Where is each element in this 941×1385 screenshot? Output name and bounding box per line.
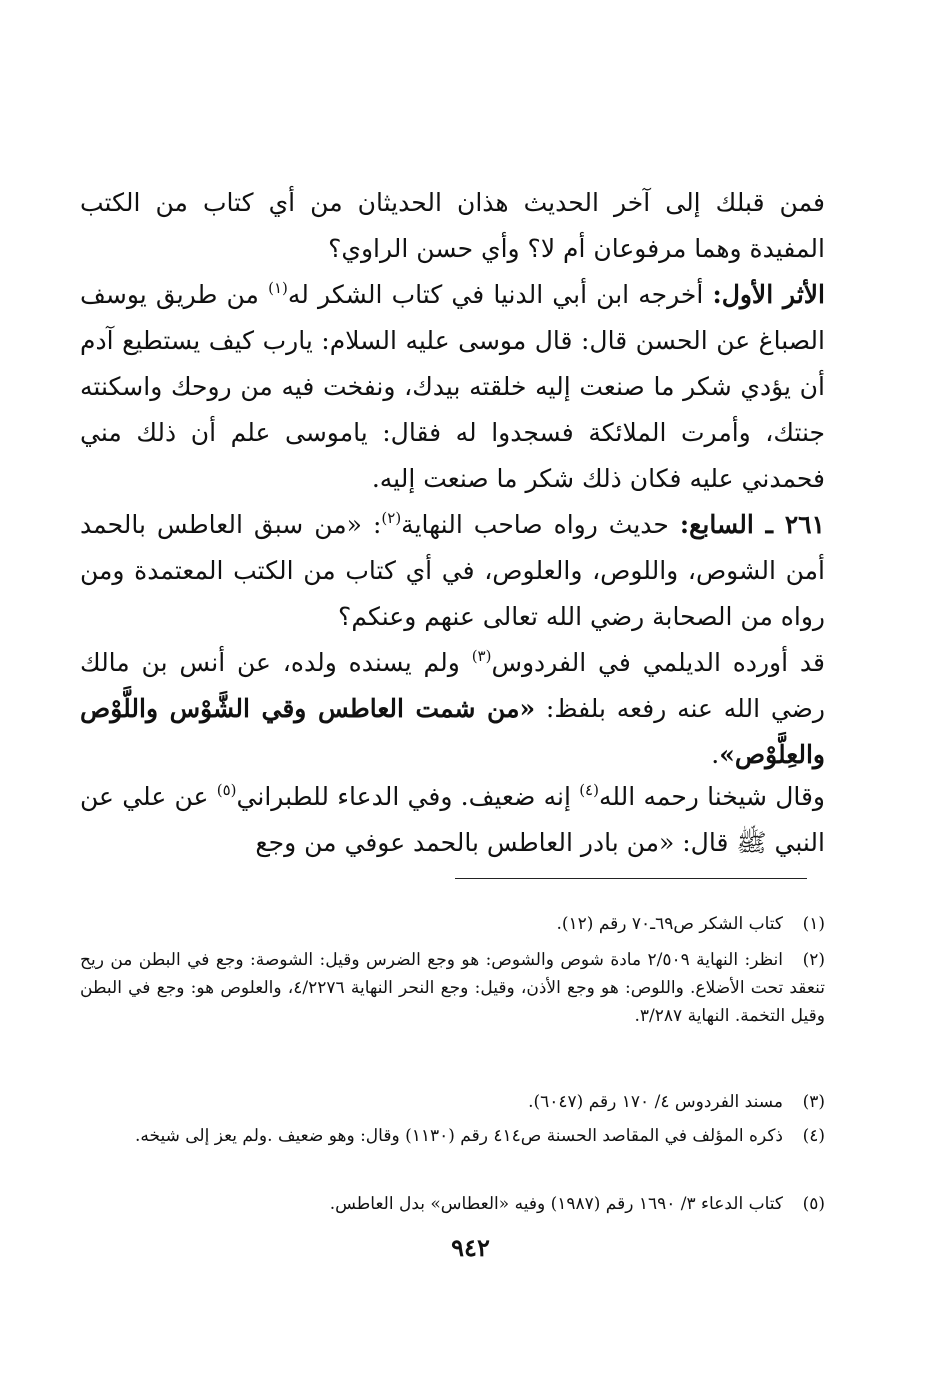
paragraph-text: : «من سبق العاطس بالحمد أمن الشوص، واللوص، والعلوص، في أي كتاب من الكتب المعتمدة ومن رواه من الصحابة رضي الله تعالى عنهم وعنكم؟ [80, 510, 825, 631]
footnote-text: كتاب الشكر ص٦٩ـ٧٠ رقم (١٢). [556, 914, 783, 934]
footnote-text: ذكره المؤلف في المقاصد الحسنة ص٤١٤ رقم (١١٣٠) وقال: وهو ضعيف .ولم يعز إلى شيخه. [134, 1126, 783, 1146]
paragraph-heading: ٢٦١ ـ السابع: [679, 510, 825, 539]
footnote-number: (٥) [802, 1194, 825, 1214]
footnote-ref-4[interactable]: (٤) [579, 781, 599, 799]
page-number: ٩٤٢ [451, 1233, 490, 1262]
paragraph-text: ولم يسنده ولده، عن أنس بن مالك رضي الله عنه رفعه بلفظ: [80, 648, 825, 723]
footnote-text: مسند الفردوس ٤/ ١٧٠ رقم (٦٠٤٧). [528, 1092, 783, 1112]
paragraph-text: وقال شيخنا رحمه الله [598, 782, 826, 811]
paragraph-text: حديث رواه صاحب النهاية [401, 510, 680, 539]
hadith-quote: «من شمت العاطس وقي الشَّوْس واللَّوْص والعِلَّوْص» [80, 694, 825, 769]
footnote-2 [80, 946, 825, 1030]
paragraph-text: . [711, 740, 720, 769]
paragraph-text: قد أورده الديلمي في الفردوس [491, 648, 825, 677]
footnote-ref-2[interactable]: (٢) [381, 509, 402, 527]
paragraph-daylami [80, 640, 825, 778]
paragraph-text: عن علي عن النبي ﷺ قال: «من بادر العاطس بالحمد عوفي من وجع [80, 782, 825, 857]
footnote-4 [80, 1122, 825, 1150]
paragraph-text: أخرجه ابن أبي الدنيا في كتاب الشكر له [287, 280, 713, 309]
footnote-ref-5[interactable]: (٥) [216, 781, 237, 799]
paragraph-shaykh [80, 774, 825, 866]
paragraph-text: فمن قبلك إلى آخر الحديث هذان الحديثان من أي كتاب من الكتب المفيدة وهما مرفوعان أم لا؟ وأي حسن الراوي؟ [80, 188, 825, 263]
footnote-separator [455, 878, 807, 879]
paragraph-heading: الأثر الأول: [712, 280, 825, 309]
footnote-number: (١) [802, 914, 825, 934]
paragraph-item-261 [80, 502, 825, 640]
footnote-text: كتاب الدعاء ٣/ ١٦٩٠ رقم (١٩٨٧) وفيه «العطاس» بدل العاطس. [329, 1194, 783, 1214]
paragraph-question-end [80, 180, 825, 272]
footnote-text: انظر: النهاية ٢/٥٠٩ مادة شوص والشوص: هو وجع الضرس وقيل: الشوصة: وجع في البطن من ريح تنعقد تحت الأضلاع. واللوص: هو وجع الأذن، وقيل: وجع النحر النهاية ٤/٢٢٧٦، والعلوص هو: وجع في البطن وقيل التخمة. النهاية ٣/٢٨٧. [80, 950, 825, 1026]
footnote-1 [80, 910, 825, 938]
footnote-ref-3[interactable]: (٣) [471, 647, 492, 665]
footnote-5 [80, 1190, 825, 1218]
paragraph-text: من طريق يوسف الصباغ عن الحسن قال: قال موسى عليه السلام: يارب كيف يستطيع آدم أن يؤدي شكر ما صنعت إليه خلقته بيدك، ونفخت فيه من روحك واسكنته جنتك، وأمرت الملائكة فسجدوا له فقال: ياموسى علم أن ذلك مني فحمدني عليه فكان ذلك شكر ما صنعت إليه. [80, 280, 825, 493]
paragraph-first-athar [80, 272, 825, 502]
footnote-ref-1[interactable]: (١) [268, 279, 288, 297]
footnote-number: (٢) [802, 950, 825, 970]
footnote-number: (٤) [802, 1126, 825, 1146]
paragraph-text: إنه ضعيف. وفي الدعاء للطبراني [236, 782, 580, 811]
footnote-3 [80, 1088, 825, 1116]
footnote-number: (٣) [802, 1092, 825, 1112]
